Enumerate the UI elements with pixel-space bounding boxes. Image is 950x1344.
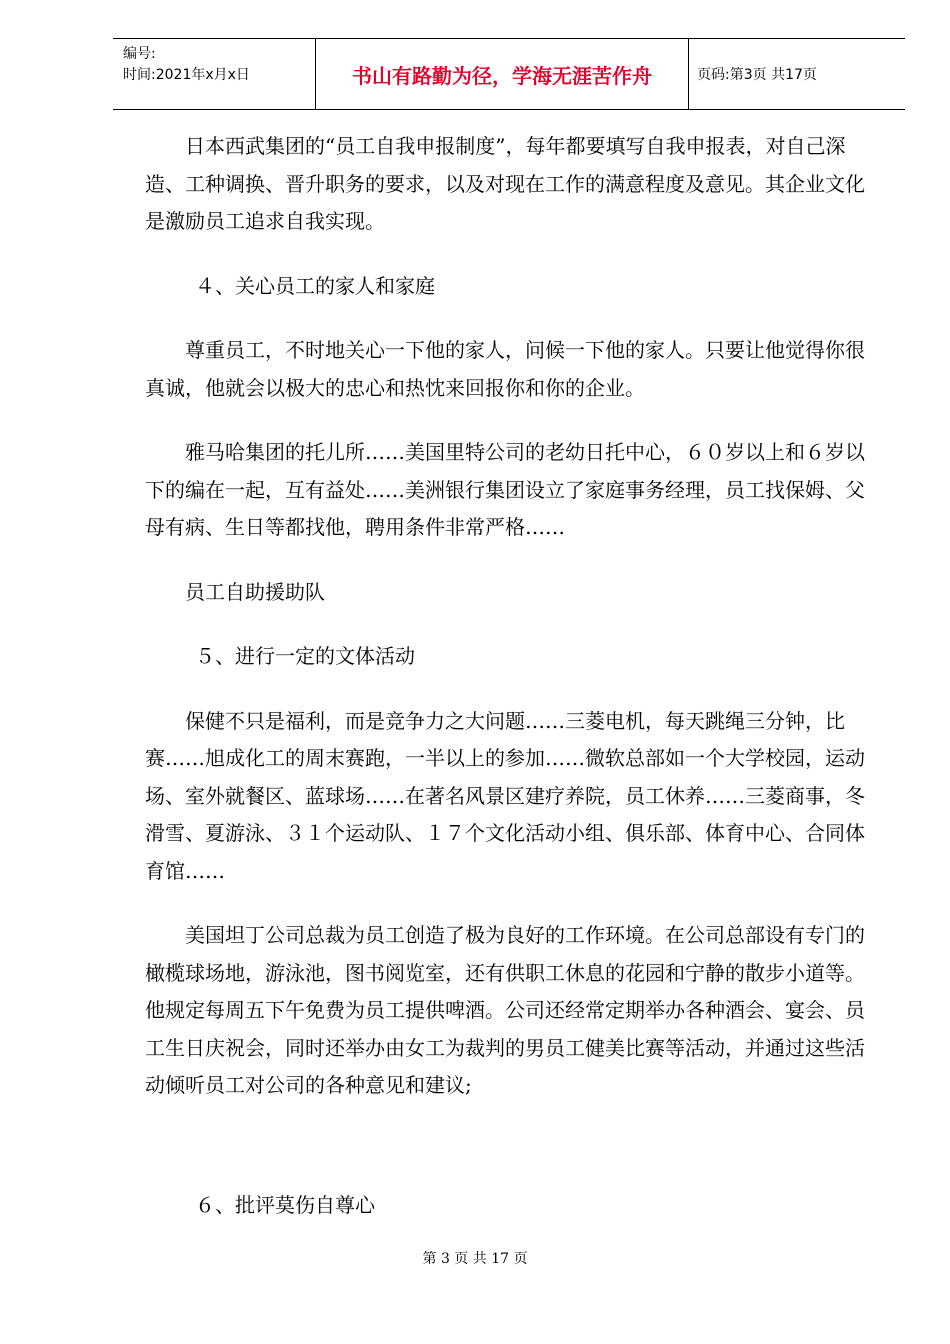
page-header — [113, 38, 905, 110]
paragraph: 日本西武集团的“员工自我申报制度”，每年都要填写自我申报表，对自己深造、工种调换、晋升职务的要求，以及对现在工作的满意程度及意见。其企业文化是激励员工追求自我实现。 — [145, 134, 865, 233]
motto: 书山有路勤为径，学海无涯苦作舟 — [352, 63, 652, 88]
serial-number-label: 编号: — [123, 46, 156, 62]
section-heading: ６、批评莫伤自尊心 — [195, 1192, 375, 1217]
paragraph: 雅马哈集团的托儿所……美国里特公司的老幼日托中心，６０岁以上和６岁以下的编在一起，互有益处……美洲银行集团设立了家庭事务经理，员工找保姆、父母有病、生日等都找他，聘用条件非常严格…… — [145, 440, 865, 539]
section-heading: ４、关心员工的家人和家庭 — [195, 273, 435, 298]
header-motto-cell — [316, 39, 689, 109]
page-info: 页码:第3页 共17页 — [697, 67, 817, 83]
paragraph: 保健不只是福利，而是竞争力之大问题……三菱电机，每天跳绳三分钟，比赛……旭成化工的周末赛跑，一半以上的参加……微软总部如一个大学校园，运动场、室外就餐区、蓝球场……在著名风景区建疗养院，员工休养……三菱商事，冬滑雪、夏游泳、３１个运动队、１７个文化活动小组、俱乐部、体育中心、合同体育馆…… — [145, 708, 865, 883]
header-page-cell — [689, 39, 905, 109]
document-body — [145, 128, 880, 1224]
section-heading: ５、进行一定的文体活动 — [195, 644, 415, 668]
paragraph: 员工自助援助队 — [185, 579, 325, 604]
header-meta-cell — [113, 39, 316, 109]
page-footer: 第 3 页 共 17 页 — [422, 1251, 528, 1267]
date-label: 时间:2021年x月x日 — [123, 67, 250, 83]
paragraph: 美国坦丁公司总裁为员工创造了极为良好的工作环境。在公司总部设有专门的橄榄球场地，游泳池，图书阅览室，还有供职工休息的花园和宁静的散步小道等。他规定每周五下午免费为员工提供啤酒。公司还经常定期举办各种酒会、宴会、员工生日庆祝会，同时还举办由女工为裁判的男员工健美比赛等活动，并通过这些活动倾听员工对公司的各种意见和建议; — [145, 923, 865, 1097]
paragraph: 尊重员工，不时地关心一下他的家人，问候一下他的家人。只要让他觉得你很真诚，他就会以极大的忠心和热忱来回报你和你的企业。 — [145, 338, 865, 400]
